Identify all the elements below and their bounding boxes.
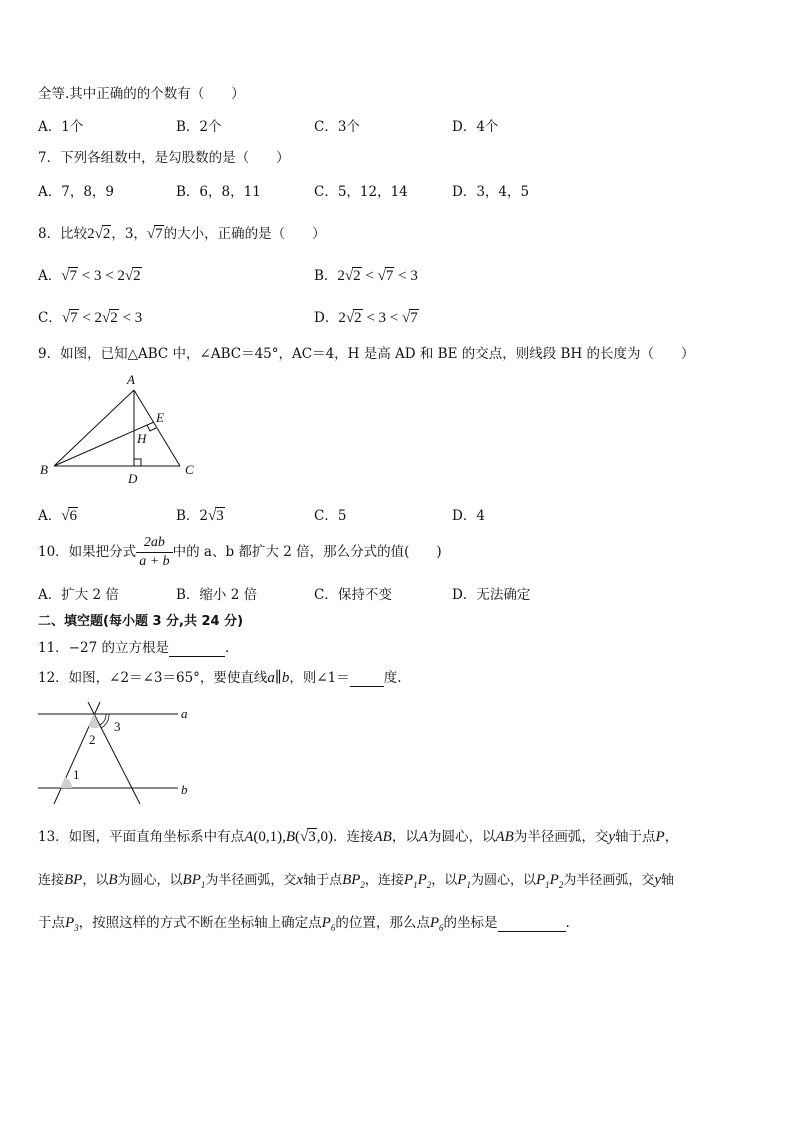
q13-var-p1p2: P (403, 872, 414, 888)
q13-line-1: 13．如图，平面直角坐标系中有点A(0,1),B(√3,0)．连接AB，以A为圆心，以AB为半径画弧，交y轴于点P， (38, 829, 679, 845)
q8-option-a-label: A． (38, 268, 62, 284)
q10-option-a: A．扩大 2 倍 (38, 587, 119, 603)
q12-angle-1-shade (60, 777, 72, 788)
q6-option-b: B．2个 (176, 119, 222, 135)
q7-option-b: B．6，8，11 (176, 184, 261, 200)
q9-label-h: H (137, 431, 147, 446)
q9-stem: 9．如图，已知△ABC 中，∠ABC＝45°，AC＝4，H 是高 AD 和 BE 的交点，则线段 BH 的长度为（ ） (38, 346, 695, 362)
q13-text: 于点 (38, 915, 65, 931)
q13-text: ．连接 (333, 829, 374, 845)
q13-text: 轴 (661, 873, 675, 888)
q13-text: 为半径画弧，交 (563, 873, 655, 888)
q9-label-c: C (185, 462, 194, 477)
q8-option-b-label: B． (314, 268, 338, 284)
q13-var-y: y (608, 829, 616, 845)
q9-right-angle-e (147, 425, 156, 431)
q9-right-angle-d (134, 459, 141, 466)
q11-answer-blank (169, 640, 225, 657)
q13-var-bp2: BP (342, 872, 361, 888)
q6-option-a: A．1个 (38, 119, 84, 135)
q10-frac-numerator: 2ab (136, 534, 172, 553)
q12-label-2: 2 (89, 732, 96, 747)
q8-expr-sqrt7: √7 (146, 226, 163, 242)
q13-text: ，连接 (364, 873, 404, 888)
q8-option-c: C．√7 < 2√2 < 3 (38, 310, 143, 326)
q13-text: 为半径画弧，交 (513, 829, 609, 845)
q13-var-p6: P (321, 915, 331, 931)
q13-text: 轴于点 (615, 829, 656, 845)
q9-label-d: D (128, 471, 138, 486)
q13-var-b: B (108, 872, 118, 888)
q8-option-b: B．2√2 < √7 < 3 (314, 268, 418, 284)
q12-answer-blank (350, 670, 384, 687)
q7-stem: 7．下列各组数中，是勾股数的是（ ） (38, 150, 290, 166)
q13-point-b: B (285, 829, 296, 845)
q13-var-ab: AB (495, 829, 514, 845)
q8-stem-suffix: 的大小，正确的是（ ） (163, 226, 326, 242)
q12-transversal-right (88, 702, 140, 804)
q13-var-x: x (296, 872, 304, 888)
q13-text: 的位置，那么点 (335, 915, 430, 931)
q8-option-c-label: C． (38, 310, 62, 326)
q8-option-a: A．√7 < 3 < 2√2 (38, 268, 141, 284)
q13-point-a: A (244, 829, 254, 845)
q13-var-p6: P (429, 915, 440, 931)
q13-text: . (565, 915, 570, 931)
q13-var-bp1: BP (182, 872, 201, 888)
q12-angle-3-arc-outer (101, 714, 109, 728)
q9-triangle-figure (30, 370, 210, 490)
q9-segment-ab (54, 390, 134, 466)
q6-option-c: C．3个 (314, 119, 360, 135)
q13-line-3: 于点$P_3$，按照这样的方式不断在坐标轴上确定点$P_6$的位置，那么点$P_6$的坐标是 . (38, 915, 570, 933)
q11-stem-suffix: . (224, 640, 230, 656)
q13-var-ab: AB (373, 829, 392, 845)
q6-option-d: D．4个 (452, 119, 499, 135)
q12-stem (38, 666, 402, 687)
q13-text: 连接 (38, 873, 65, 888)
q13-text: ，按照这样的方式不断在坐标轴上确定点 (78, 915, 322, 931)
q13-text: 为圆心，以 (470, 873, 536, 888)
q9-label-b: B (40, 462, 48, 477)
q12-label-1: 1 (73, 767, 80, 782)
q8-stem-mid: ，3， (111, 226, 147, 242)
q13-text: 为半径画弧，交 (205, 873, 297, 888)
q13-line-2: 连接BP，以B为圆心，以$BP_1$为半径画弧，交x轴于点$BP_2$，连接$P_1P_2$，以$P_1$为圆心，以$P_1P_2$为半径画弧，交y轴 (38, 872, 675, 890)
q13-text: ，以 (391, 829, 419, 845)
q12-angle-3-arc (100, 714, 106, 725)
q8-stem (38, 222, 326, 243)
q13-var-a: A (418, 829, 429, 845)
q8-option-d: D．2√2 < 3 < √7 (314, 310, 418, 326)
q9-label-e: E (156, 410, 164, 425)
q7-option-d: D．3，4，5 (452, 184, 530, 200)
section-fill-in-heading: 二、填空题(每小题 3 分,共 24 分) (38, 614, 244, 629)
q9-option-a: A．√6 (38, 508, 77, 524)
q10-option-d: D．无法确定 (452, 587, 531, 603)
q13-coord-a: (0,1) (253, 829, 283, 845)
q9-option-c: C．5 (314, 508, 347, 524)
q10-option-c: C．保持不变 (314, 587, 392, 603)
q9-option-b: B．2√3 (176, 508, 224, 524)
q9-option-a-label: A． (38, 508, 62, 524)
q13-var-bp: BP (64, 872, 83, 888)
q13-text: 为圆心，以 (428, 829, 496, 845)
q12-stem-suffix: 度. (383, 670, 402, 686)
q10-stem-suffix: 中的 a、b 都扩大 2 倍，那么分式的值( ) (172, 544, 442, 560)
q13-answer-blank (498, 915, 566, 932)
q13-text: 为圆心，以 (117, 873, 183, 888)
q11-stem (38, 636, 229, 657)
q12-parallel-ab: a∥b (267, 670, 290, 686)
q13-text: ，以 (82, 873, 109, 888)
q13-var-p1p2: P (535, 872, 546, 888)
q13-var-p1: P (457, 872, 467, 888)
q9-option-b-label: B．2 (176, 508, 209, 524)
q8-stem-prefix: 8．比较 (38, 226, 88, 242)
q13-var-p: P (655, 829, 665, 845)
q10-stem-prefix: 10．如果把分式 (38, 544, 137, 560)
q12-parallel-lines-figure (30, 700, 210, 810)
q8-expr-2sqrt2: 2√2 (87, 226, 111, 242)
q7-option-a: A．7，8，9 (38, 184, 115, 200)
q10-stem (38, 534, 442, 571)
q13-var-y: y (654, 872, 661, 888)
q13-var-p3: P (65, 915, 75, 931)
q8-option-d-label: D． (314, 310, 339, 326)
q7-option-c: C．5，12，14 (314, 184, 408, 200)
q13-text: 的坐标是 (443, 915, 498, 931)
q12-stem-mid: ，则∠1＝ (289, 670, 350, 686)
q13-text: 轴于点 (303, 873, 343, 888)
q9-option-d: D．4 (452, 508, 485, 524)
q13-text: ，以 (431, 873, 458, 888)
q10-frac-denominator: a + b (139, 554, 170, 569)
q13-text: 13．如图，平面直角坐标系中有点 (38, 829, 245, 845)
q12-label-3: 3 (114, 719, 121, 734)
q10-option-b: B．缩小 2 倍 (176, 587, 258, 603)
q9-label-a: A (127, 372, 135, 387)
q12-label-b: b (181, 782, 188, 797)
q13-coord-b: (√3,0) (295, 829, 334, 845)
q12-label-a: a (181, 706, 188, 721)
q11-stem-prefix: 11．−27 的立方根是 (38, 640, 169, 656)
q6-stem-tail: 全等.其中正确的的个数有（ ） (38, 86, 245, 102)
q12-stem-prefix: 12．如图，∠2＝∠3＝65°，要使直线 (38, 670, 268, 686)
q10-fraction (136, 534, 172, 571)
